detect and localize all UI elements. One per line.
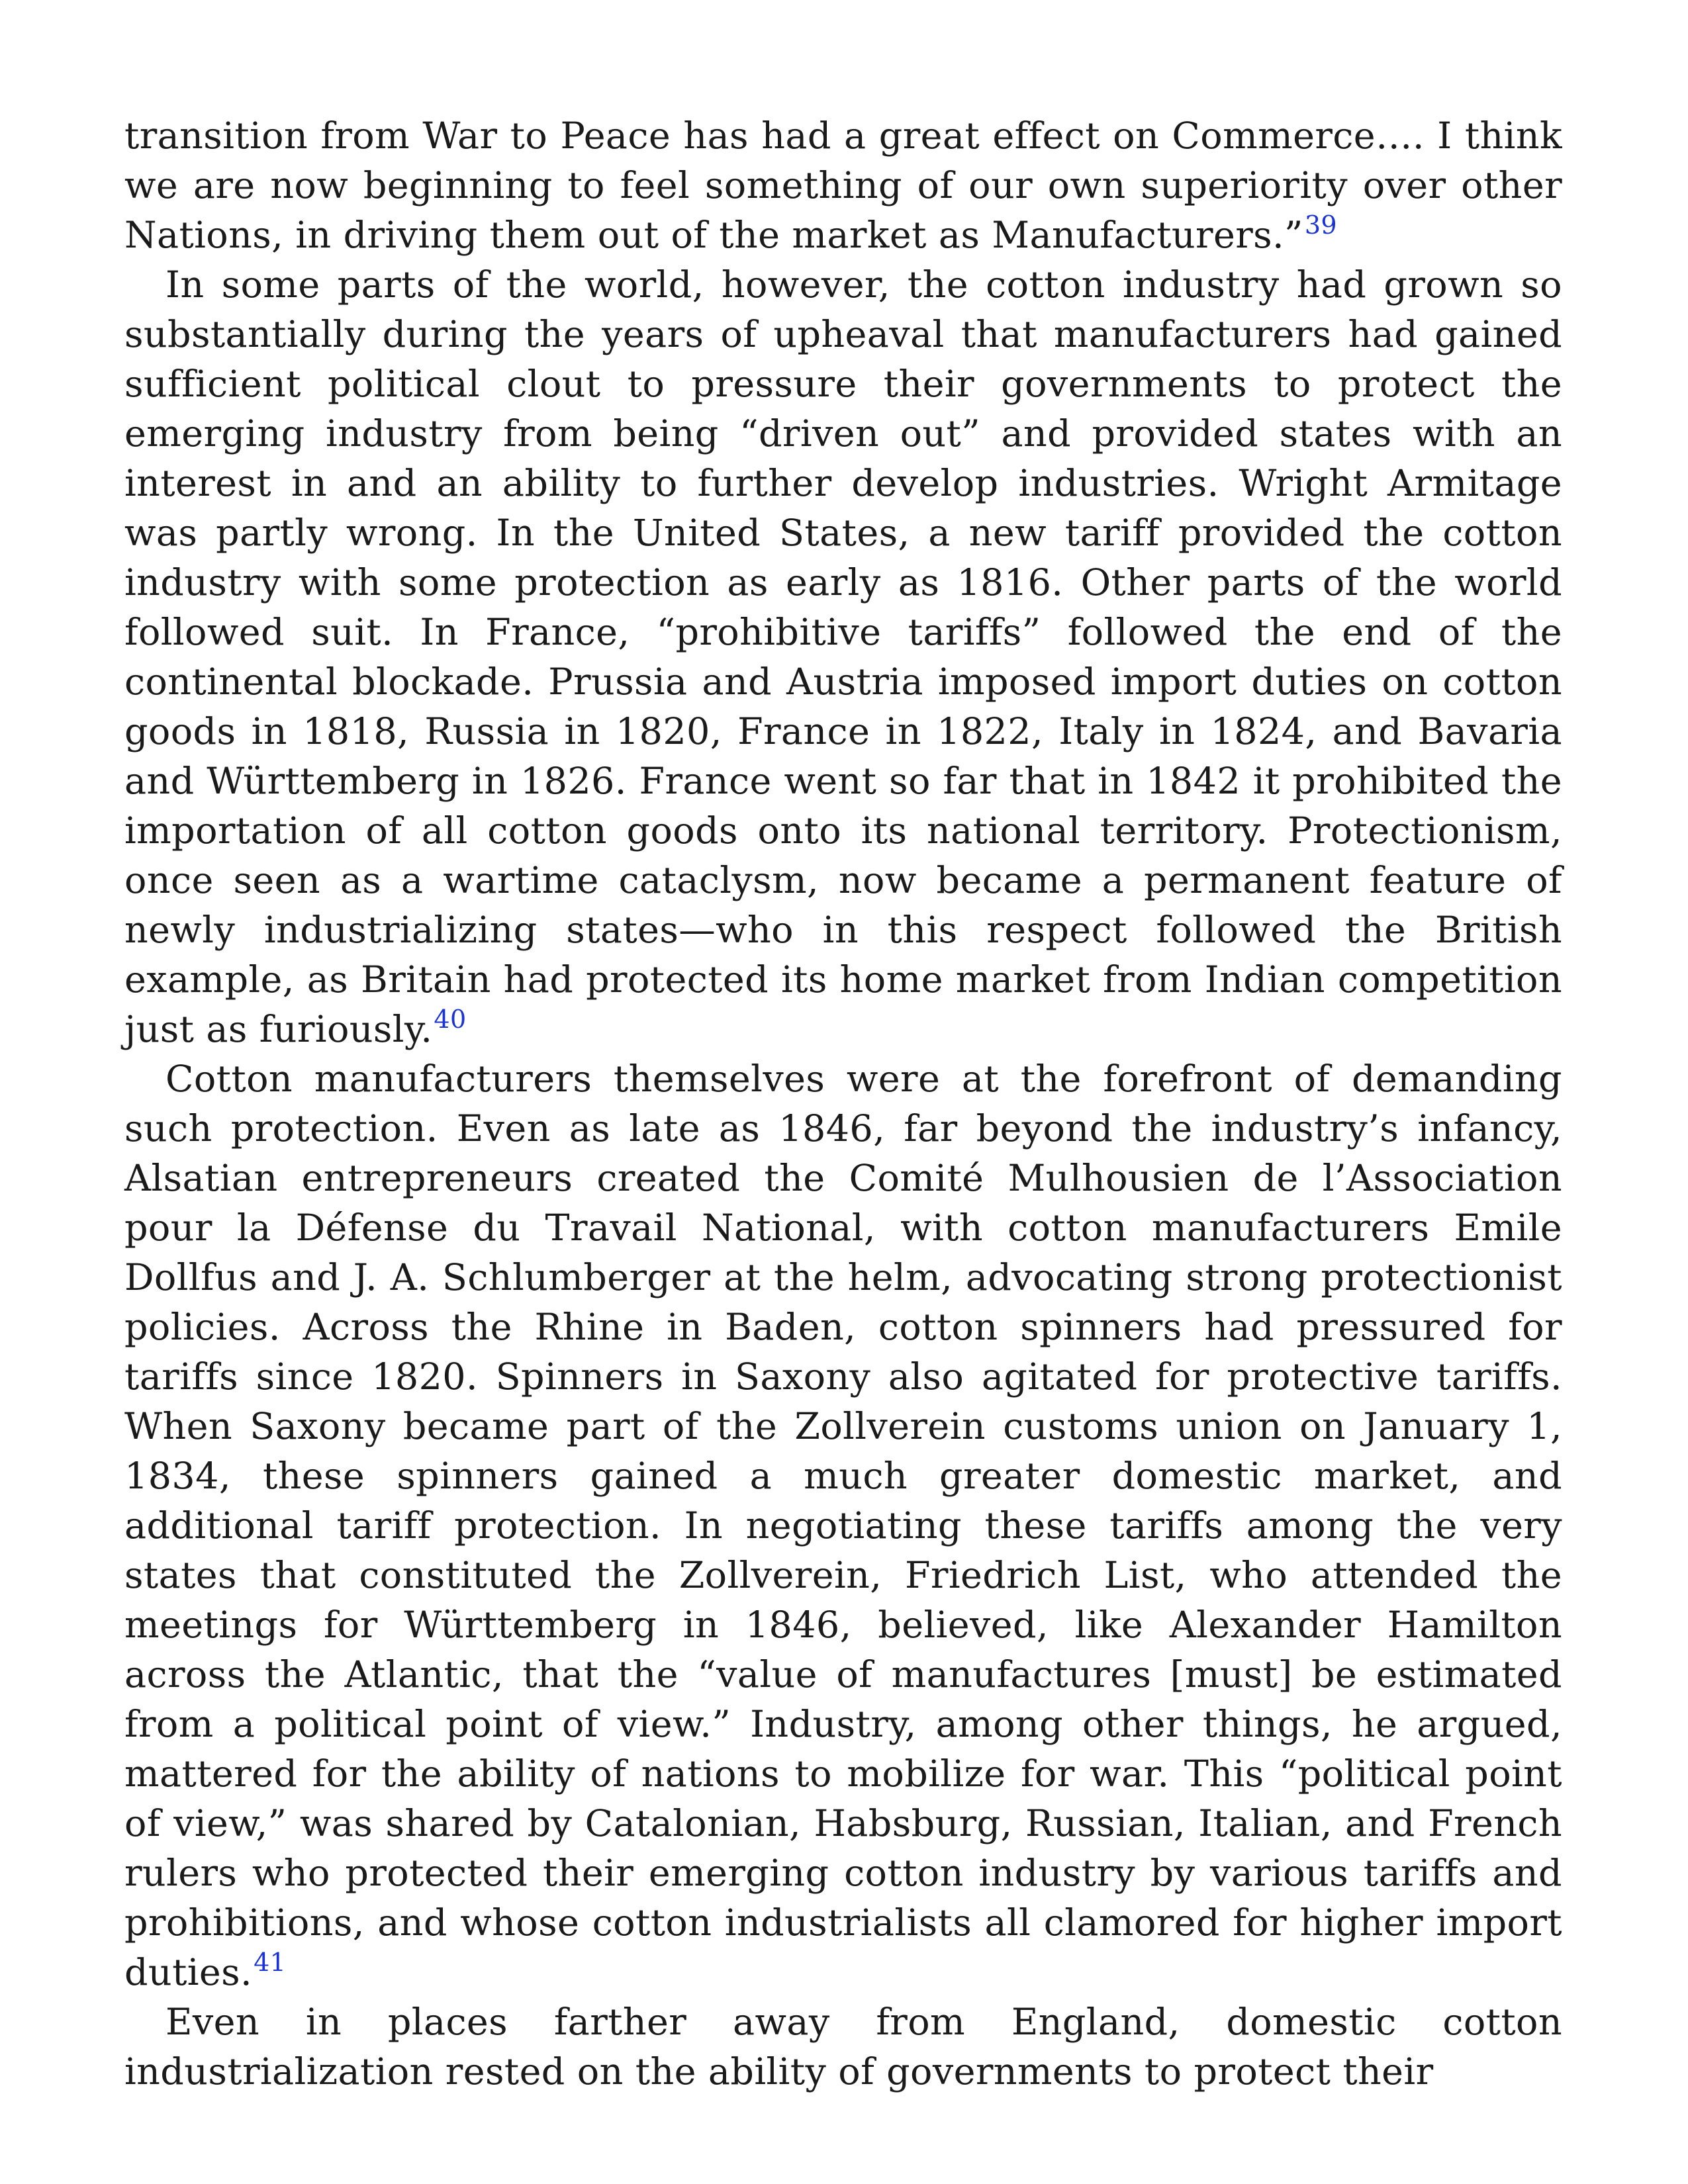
- paragraph: [124, 260, 1562, 1054]
- paragraph-text: transition from War to Peace has had a great effect on Commerce…. I think we are now beginning to feel something of our own superiority over other Nations, in driving them out of the market as Manufacturers.”: [124, 114, 1562, 257]
- paragraph: [124, 1997, 1562, 2097]
- footnote-link[interactable]: 40: [434, 1005, 467, 1034]
- document-page: [124, 111, 1562, 2097]
- footnote-link[interactable]: 41: [254, 1948, 287, 1978]
- paragraph-text: Cotton manufacturers themselves were at the forefront of demanding such protection. Even as late as 1846, far beyond the industry’s infancy, Alsatian entrepreneurs created the Comité Mulhousien de l’Association pour la Défense du Travail National, with cotton manufacturers Emile Dollfus and J. A. Schlumberger at the helm, advocating strong protectionist policies. Across the Rhine in Baden, cotton spinners had pressured for tariffs since 1820. Spinners in Saxony also agitated for protective tariffs. When Saxony became part of the Zollverein customs union on January 1, 1834, these spinners gained a much greater domestic market, and additional tariff protection. In negotiating these tariffs among the very states that constituted the Zollverein, Friedrich List, who attended the meetings for Württemberg in 1846, believed, like Alexander Hamilton across the Atlantic, that the “value of manufactures [must] be estimated from a political point of view.” Industry, among other things, he argued, mattered for the ability of nations to mobilize for war. This “political point of view,” was shared by Catalonian, Habsburg, Russian, Italian, and French rulers who protected their emerging cotton industry by various tariffs and prohibitions, and whose cotton industrialists all clamored for higher import duties.: [124, 1058, 1562, 1994]
- paragraph-text: In some parts of the world, however, the cotton industry had grown so substantially during the years of upheaval that manufacturers had gained sufficient political clout to pressure their governments to protect the emerging industry from being “driven out” and provided states with an interest in and an ability to further develop industries. Wright Armitage was partly wrong. In the United States, a new tariff provided the cotton industry with some protection as early as 1816. Other parts of the world followed suit. In France, “prohibitive tariffs” followed the end of the continental blockade. Prussia and Austria imposed import duties on cotton goods in 1818, Russia in 1820, France in 1822, Italy in 1824, and Bavaria and Württemberg in 1826. France went so far that in 1842 it prohibited the importation of all cotton goods onto its national territory. Protectionism, once seen as a wartime cataclysm, now became a permanent feature of newly industrializing states—who in this respect followed the British example, as Britain had protected its home market from Indian competition just as furiously.: [124, 263, 1562, 1051]
- footnote-link[interactable]: 39: [1304, 210, 1337, 240]
- paragraph: [124, 1054, 1562, 1997]
- paragraph-text: Even in places farther away from England, domestic cotton industrialization rested on the ability of governments to protect their: [124, 2001, 1562, 2093]
- paragraph: [124, 111, 1562, 260]
